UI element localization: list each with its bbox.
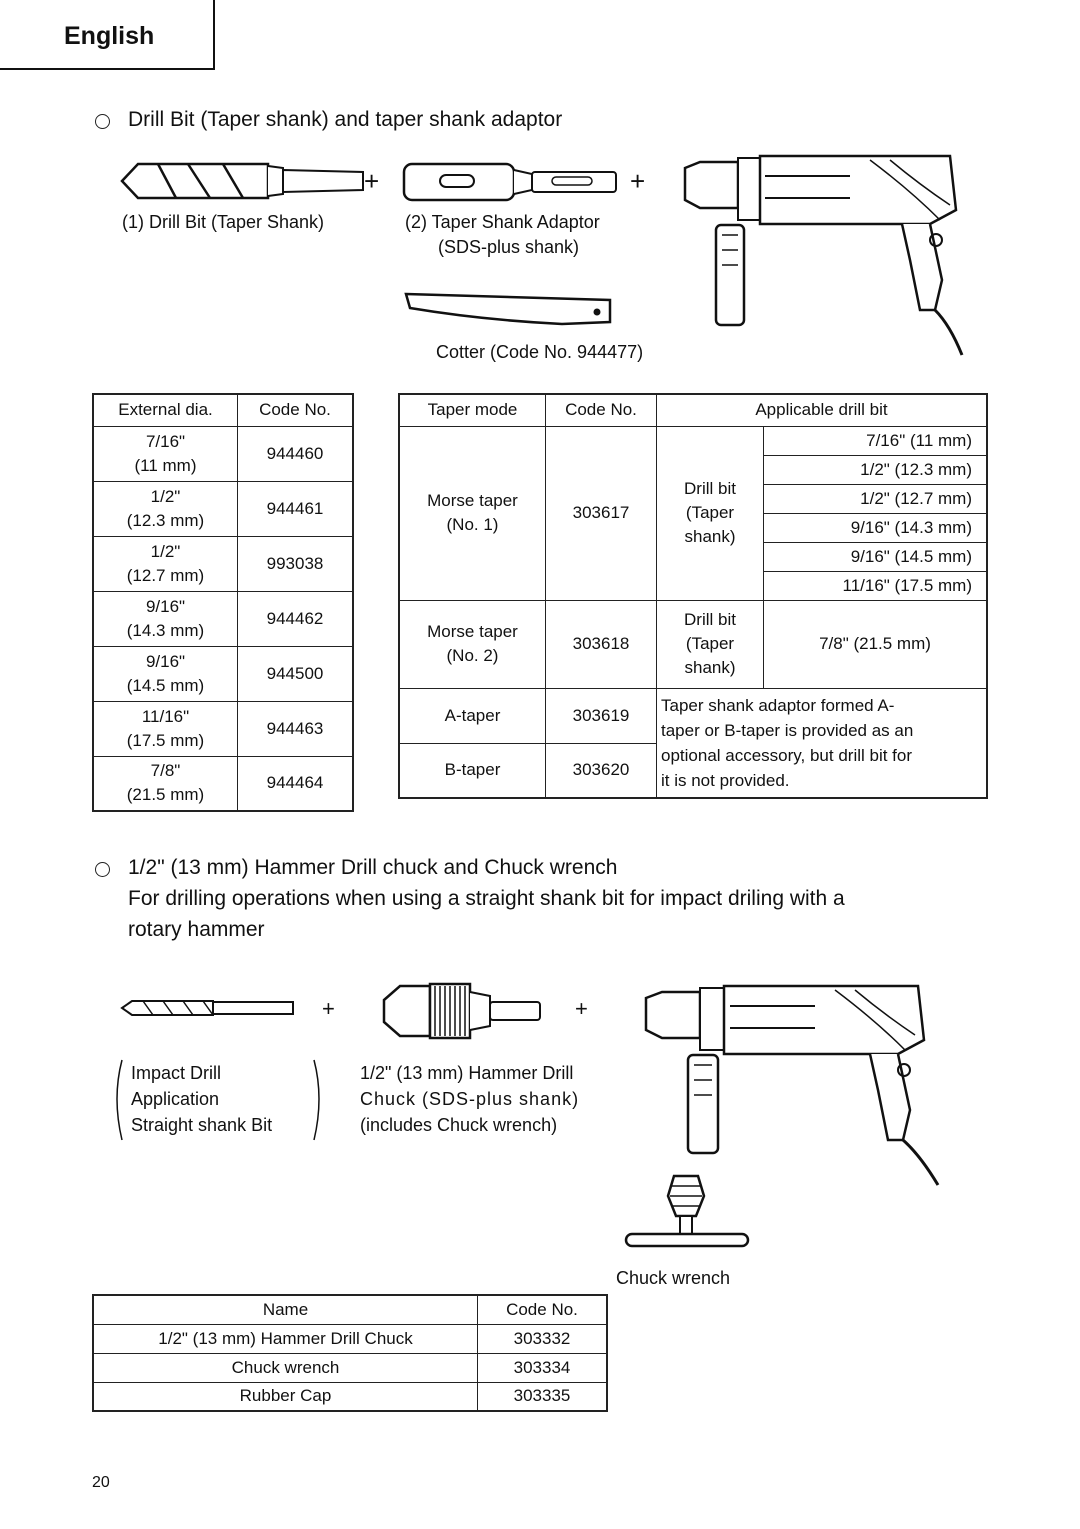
page-number: 20 <box>92 1474 110 1491</box>
table-row <box>399 600 987 688</box>
table-row <box>399 688 987 743</box>
code-value: 303335 <box>478 1382 608 1411</box>
straight-shank-bit-illustration <box>118 995 298 1021</box>
section2-title: 1/2" (13 mm) Hammer Drill chuck and Chuck wrench <box>128 856 618 879</box>
bit-type: shank) <box>684 527 736 546</box>
taper-shank-adaptor-illustration <box>402 160 622 204</box>
bit-type: (Taper <box>685 503 735 522</box>
table-row <box>399 426 987 455</box>
plus-sign: + <box>364 166 380 196</box>
part-name: Rubber Cap <box>93 1382 478 1411</box>
table-header: External dia. <box>93 394 238 426</box>
code-value: 303617 <box>546 426 657 600</box>
code-value: 303619 <box>546 688 657 743</box>
section2-desc-2: rotary hammer <box>128 918 265 941</box>
section2-desc: For drilling operations when using a straight shank bit for impact driling with a <box>128 887 845 910</box>
dia-value: 7/8" <box>150 761 181 781</box>
cotter-illustration <box>402 290 617 330</box>
taper-drill-bit-illustration <box>118 158 368 204</box>
taper-mode-no: (No. 1) <box>446 515 499 534</box>
dia-mm: (17.5 mm) <box>126 730 205 750</box>
plus-sign-3: + <box>322 996 335 1021</box>
external-dia-table <box>92 393 354 812</box>
language-label: English <box>64 22 155 50</box>
bit-type: (Taper <box>685 634 735 653</box>
table-row <box>93 646 353 701</box>
code-value: 944463 <box>238 701 354 756</box>
code-value: 944462 <box>238 591 354 646</box>
bit-type: Drill bit <box>684 479 736 498</box>
code-value: 303620 <box>546 743 657 798</box>
table-row <box>93 426 353 481</box>
code-value: 303332 <box>478 1324 608 1353</box>
code-value: 993038 <box>238 536 354 591</box>
chuck-caption: 1/2" (13 mm) Hammer Drill <box>360 1063 574 1083</box>
bit-size: 7/16" (11 mm) <box>764 426 988 455</box>
code-value: 944500 <box>238 646 354 701</box>
bit-size: 7/8" (21.5 mm) <box>764 600 988 688</box>
table-row <box>93 591 353 646</box>
bit-size: 11/16" (17.5 mm) <box>764 571 988 600</box>
adaptor-caption: (2) Taper Shank Adaptor <box>405 212 600 232</box>
bit-size: 1/2" (12.7 mm) <box>764 484 988 513</box>
bit-size: 9/16" (14.5 mm) <box>764 542 988 571</box>
dia-mm: (11 mm) <box>134 455 197 475</box>
bit-type: shank) <box>684 658 736 677</box>
code-value: 944460 <box>238 426 354 481</box>
adaptor-caption-sub: (SDS-plus shank) <box>438 237 580 257</box>
dia-value: 9/16" <box>145 596 186 616</box>
table-header: Code No. <box>478 1295 608 1324</box>
rotary-hammer-illustration-2 <box>640 980 950 1190</box>
dia-mm: (14.3 mm) <box>126 620 205 640</box>
dia-mm: (14.5 mm) <box>126 675 205 695</box>
taper-mode-table <box>398 393 988 799</box>
chuck-code-table <box>92 1294 608 1412</box>
table-header: Name <box>93 1295 478 1324</box>
section1-title: Drill Bit (Taper shank) and taper shank adaptor <box>128 108 563 131</box>
taper-mode-no: (No. 2) <box>446 646 499 665</box>
chuck-caption: Chuck (SDS-plus shank) <box>360 1089 580 1109</box>
chuck-wrench-illustration <box>622 1172 752 1252</box>
plus-sign-2: + <box>630 166 646 196</box>
taper-mode: Morse taper <box>427 491 518 510</box>
language-tab <box>0 0 215 70</box>
table-header: Code No. <box>238 394 354 426</box>
dia-value: 9/16" <box>145 651 186 671</box>
table-row <box>93 701 353 756</box>
bullet-icon <box>95 862 110 877</box>
table-header: Taper mode <box>399 394 546 426</box>
note-line: Taper shank adaptor formed A- <box>661 695 895 715</box>
part-name: 1/2" (13 mm) Hammer Drill Chuck <box>93 1324 478 1353</box>
bullet-icon <box>95 114 110 129</box>
code-value: 303334 <box>478 1353 608 1382</box>
taper-mode: Morse taper <box>427 622 518 641</box>
code-value: 944464 <box>238 756 354 811</box>
hammer-drill-chuck-illustration <box>380 980 545 1042</box>
dia-value: 11/16" <box>141 706 190 726</box>
table-header: Code No. <box>546 394 657 426</box>
table-row <box>93 536 353 591</box>
bit-size: 1/2" (12.3 mm) <box>764 455 988 484</box>
dia-value: 7/16" <box>145 431 186 451</box>
taper-mode: B-taper <box>399 743 546 798</box>
taper-note <box>657 688 988 798</box>
rotary-hammer-illustration <box>680 150 980 365</box>
chuck-wrench-caption: Chuck wrench <box>616 1268 731 1288</box>
code-value: 944461 <box>238 481 354 536</box>
dia-value: 1/2" <box>150 541 181 561</box>
dia-mm: (12.7 mm) <box>126 565 205 585</box>
table-row <box>93 1382 607 1411</box>
part-name: Chuck wrench <box>93 1353 478 1382</box>
dia-value: 1/2" <box>150 486 181 506</box>
note-line: taper or B-taper is provided as an <box>661 720 914 740</box>
cotter-caption: Cotter (Code No. 944477) <box>436 342 644 362</box>
note-line: it is not provided. <box>661 770 790 790</box>
table-header: Applicable drill bit <box>657 394 988 426</box>
dia-mm: (12.3 mm) <box>126 510 205 530</box>
bit-caption: Application <box>131 1089 220 1109</box>
dia-mm: (21.5 mm) <box>126 785 205 805</box>
bit-caption: Impact Drill <box>131 1063 222 1083</box>
bit-size: 9/16" (14.3 mm) <box>764 513 988 542</box>
table-row <box>93 1353 607 1382</box>
table-row <box>93 756 353 811</box>
note-line: optional accessory, but drill bit for <box>661 745 913 765</box>
bit-type: Drill bit <box>684 610 736 629</box>
plus-sign-4: + <box>575 996 588 1021</box>
code-value: 303618 <box>546 600 657 688</box>
chuck-caption: (includes Chuck wrench) <box>360 1115 558 1135</box>
drill-bit-caption: (1) Drill Bit (Taper Shank) <box>122 212 325 232</box>
taper-mode: A-taper <box>399 688 546 743</box>
table-row <box>93 1324 607 1353</box>
bit-caption: Straight shank Bit <box>131 1115 273 1135</box>
table-row <box>93 481 353 536</box>
